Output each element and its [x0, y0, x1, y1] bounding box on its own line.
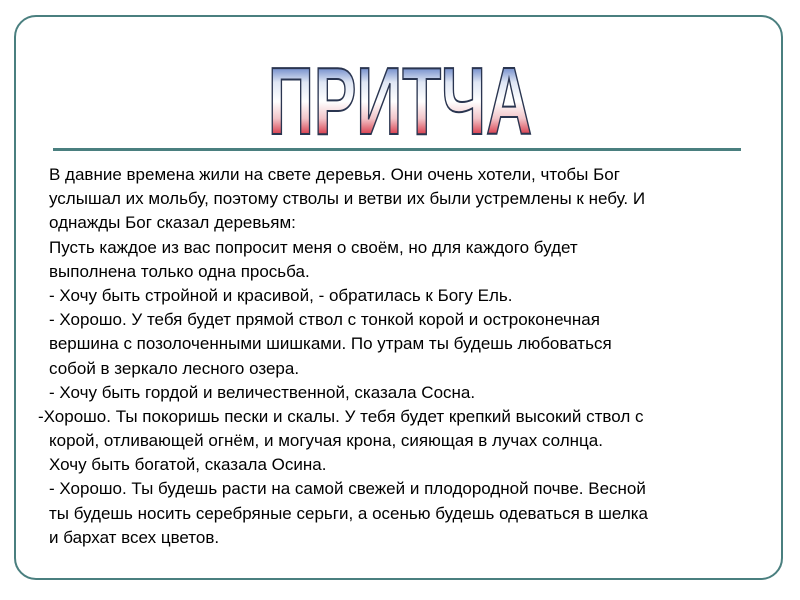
- text-line: собой в зеркало лесного озера.: [49, 358, 300, 378]
- title-wordart: [0, 38, 800, 148]
- text-line: корой, отливающей огнём, и могучая крона, сияющая в лучах солнца.: [49, 431, 603, 451]
- text-line: В давние времена жили на свете деревья. Они очень хотели, чтобы Бог: [49, 165, 620, 184]
- title-divider: [53, 148, 741, 151]
- text-line: -Хорошо. Ты покоришь пески и скалы. У тебя будет крепкий высокий ствол с: [38, 406, 644, 426]
- text-line: однажды Бог сказал деревьям:: [49, 213, 296, 233]
- text-line: - Хорошо. У тебя будет прямой ствол с тонкой корой и остроконечная: [49, 310, 600, 330]
- text-line: выполнена только одна просьба.: [49, 261, 310, 281]
- text-line: услышал их мольбу, поэтому стволы и ветви их были устремлены к небу. И: [49, 189, 646, 209]
- text-line: вершина с позолоченными шишками. По утрам ты будешь любоваться: [49, 334, 612, 354]
- parable-text: [38, 163, 768, 550]
- text-line: Хочу быть богатой, сказала Осина.: [49, 455, 327, 475]
- page-title: ПРИТЧА: [268, 48, 532, 148]
- text-line: и бархат всех цветов.: [49, 527, 220, 547]
- text-line: - Хочу быть гордой и величественной, сказала Сосна.: [49, 382, 476, 402]
- text-line: ты будешь носить серебряные серьги, а осенью будешь одеваться в шелка: [49, 503, 649, 523]
- text-line: Пусть каждое из вас попросит меня о своём, но для каждого будет: [49, 237, 578, 257]
- text-line: - Хочу быть стройной и красивой, - обратилась к Богу Ель.: [49, 285, 513, 305]
- text-line: - Хорошо. Ты будешь расти на самой свежей и плодородной почве. Весной: [49, 479, 646, 499]
